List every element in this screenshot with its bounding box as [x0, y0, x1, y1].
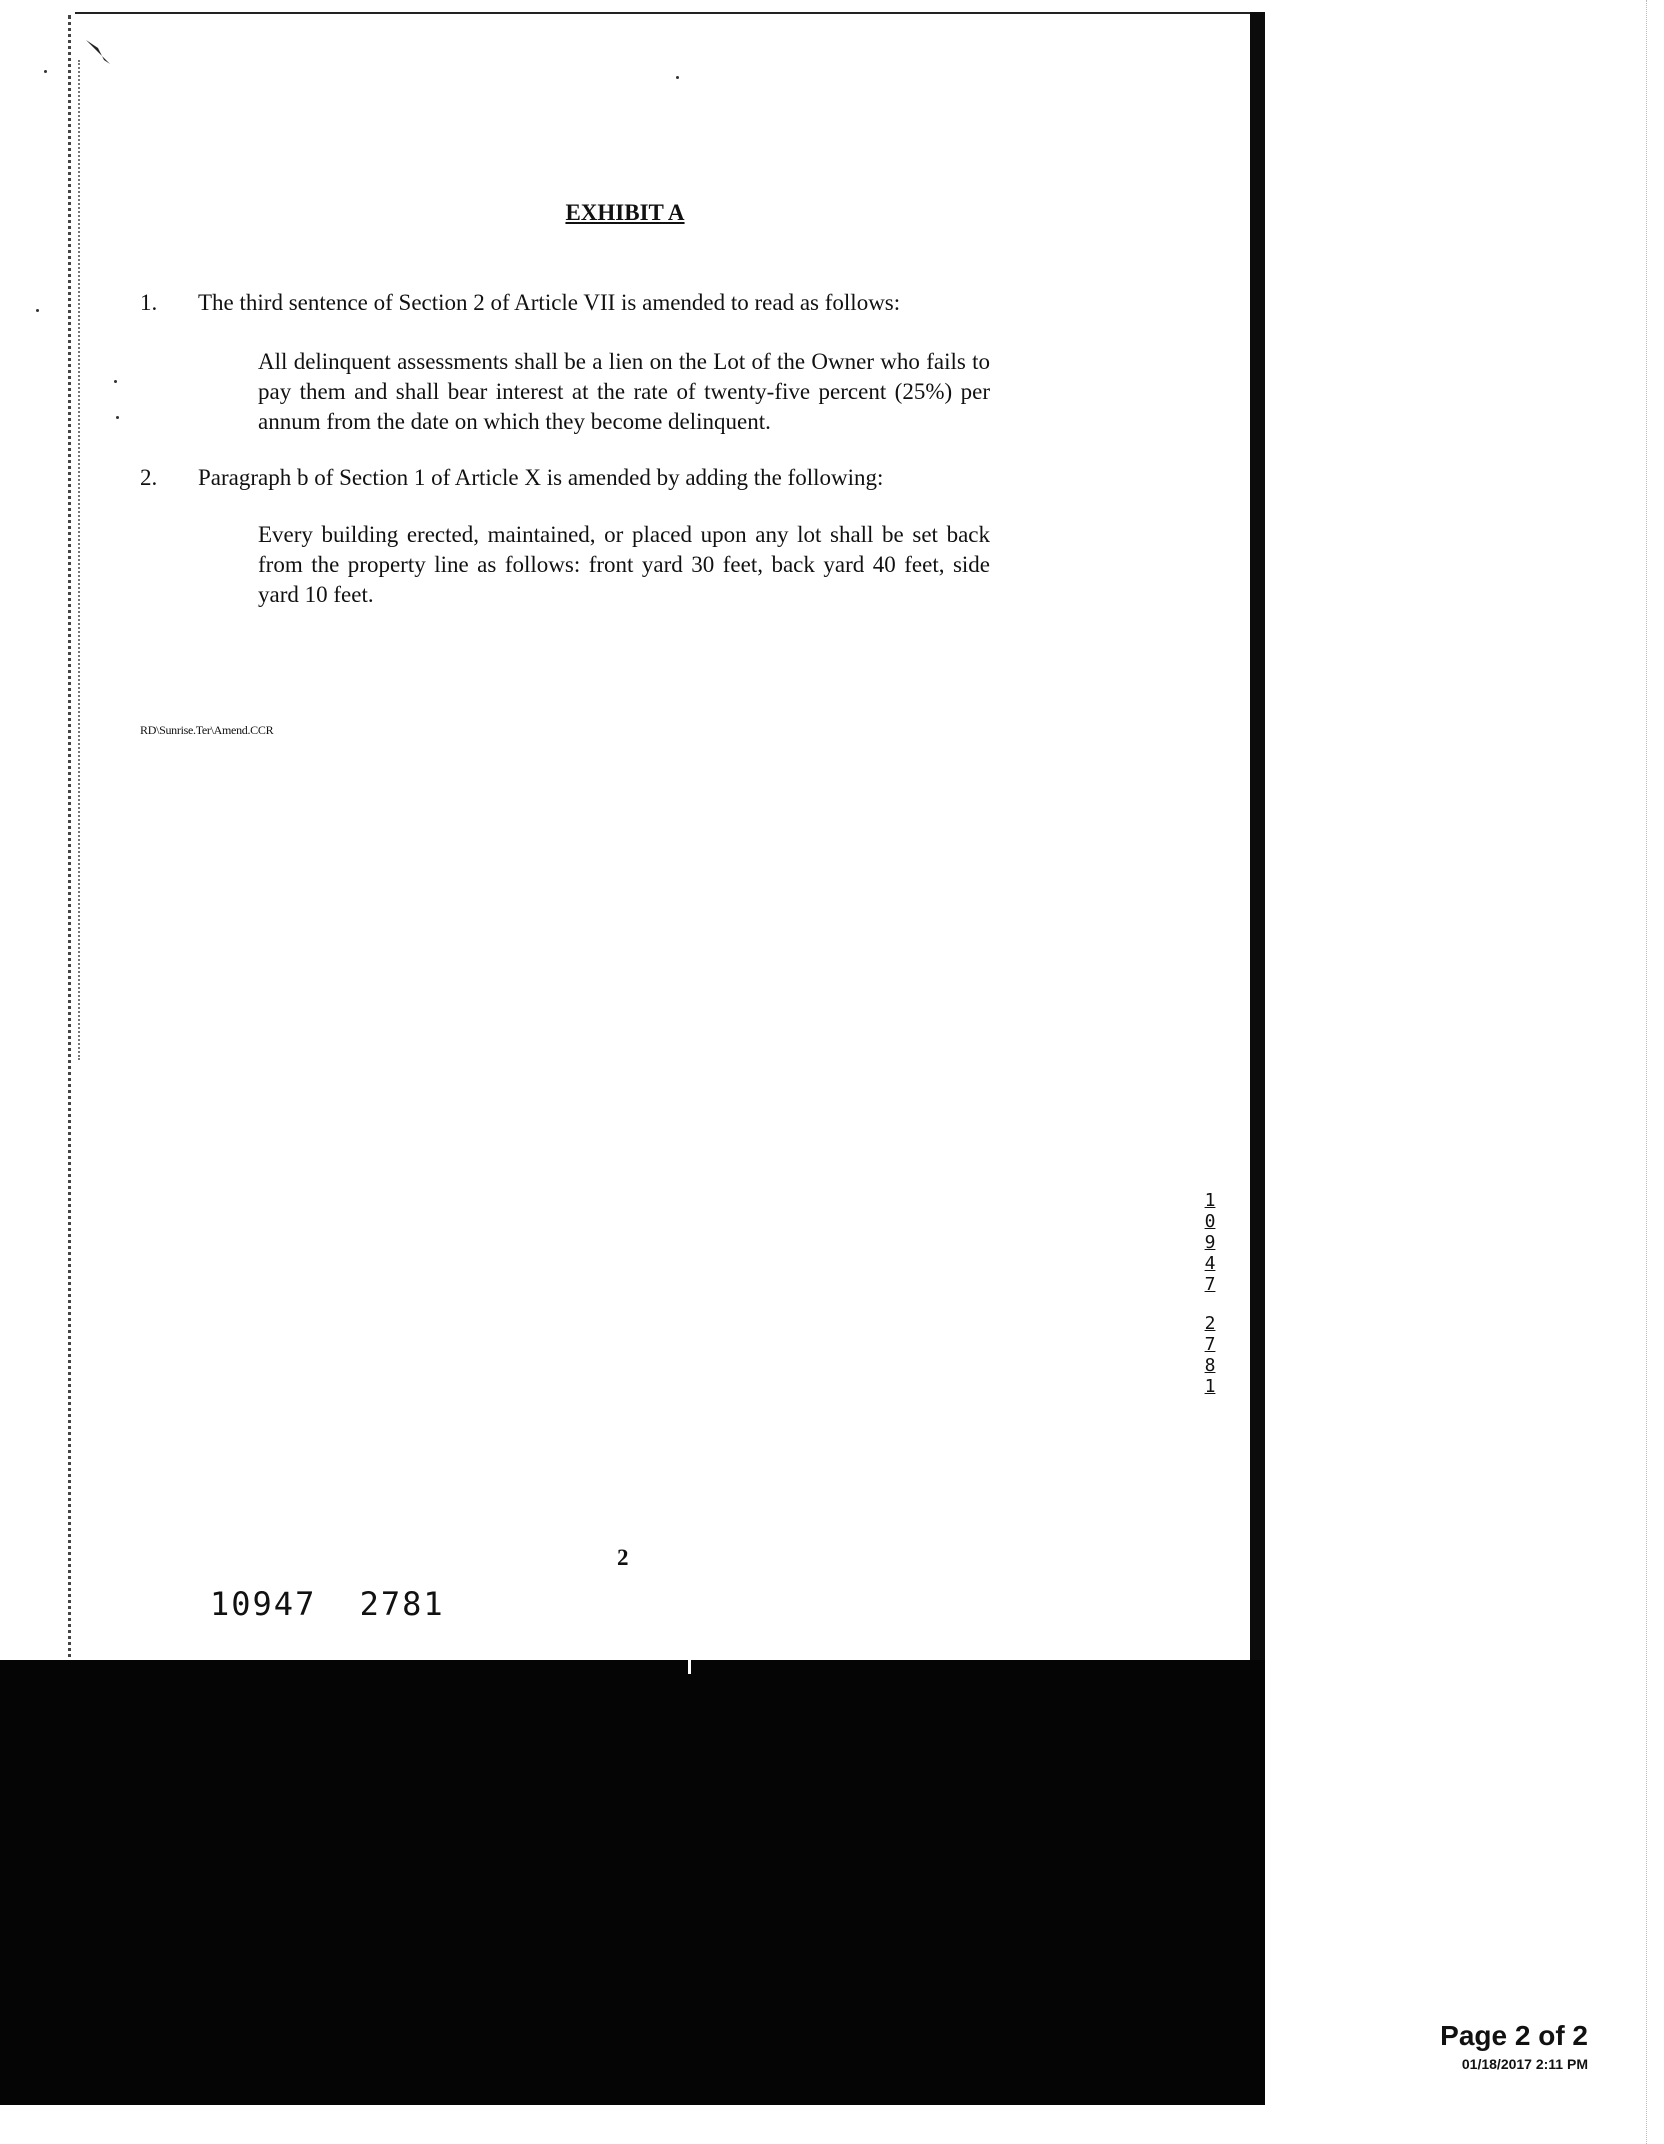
- item-heading: The third sentence of Section 2 of Article VII is amended to read as follows:: [198, 290, 901, 315]
- scan-right-edge-bar: [1250, 12, 1265, 1662]
- recording-number: 10947 2781: [210, 1585, 445, 1623]
- stamp-digit: 1: [1204, 1376, 1216, 1397]
- stamp-digit: 7: [1204, 1274, 1216, 1295]
- stamp-digit: 9: [1204, 1232, 1216, 1253]
- stamp-digit: 1: [1204, 1190, 1216, 1211]
- print-timestamp: 01/18/2017 2:11 PM: [1461, 2056, 1588, 2072]
- vertical-recording-stamp: [1200, 1190, 1220, 1397]
- page-number: 2: [617, 1545, 629, 1570]
- exhibit-title: EXHIBIT A: [565, 200, 685, 225]
- scan-top-edge: [75, 12, 1265, 14]
- item-number: 1.: [140, 290, 158, 315]
- stamp-digit: 4: [1204, 1253, 1216, 1274]
- speck: [44, 70, 47, 73]
- speck: [114, 380, 117, 383]
- stamp-digit: 7: [1204, 1334, 1216, 1355]
- viewer-right-border: [1646, 0, 1649, 2144]
- item-heading: Paragraph b of Section 1 of Article X is amended by adding the following:: [198, 465, 884, 490]
- stamp-digit: 8: [1204, 1355, 1216, 1376]
- scan-black-margin: [0, 1660, 1265, 2105]
- page-indicator: Page 2 of 2: [1440, 2020, 1588, 2051]
- speck: [116, 416, 119, 419]
- file-reference: RD\Sunrise.Ter\Amend.CCR: [140, 723, 274, 737]
- item-number: 2.: [140, 465, 158, 490]
- stamp-digit: 2: [1204, 1313, 1216, 1334]
- stamp-digit: 0: [1204, 1211, 1216, 1232]
- page-footer: [1440, 2020, 1588, 2072]
- scan-tick-mark: [688, 1658, 691, 1674]
- speck: [36, 309, 39, 312]
- speck: [676, 76, 679, 79]
- item-body: All delinquent assessments shall be a lien on the Lot of the Owner who fails to pay them and shall bear interest at the rate of twenty-five percent (25%) per annum from the date on which they become delinquent.: [258, 349, 990, 434]
- corner-scan-mark: [84, 38, 124, 78]
- item-body: Every building erected, maintained, or placed upon any lot shall be set back from the property line as follows: front yard 30 feet, back yard 40 feet, side yard 10 feet.: [258, 522, 990, 607]
